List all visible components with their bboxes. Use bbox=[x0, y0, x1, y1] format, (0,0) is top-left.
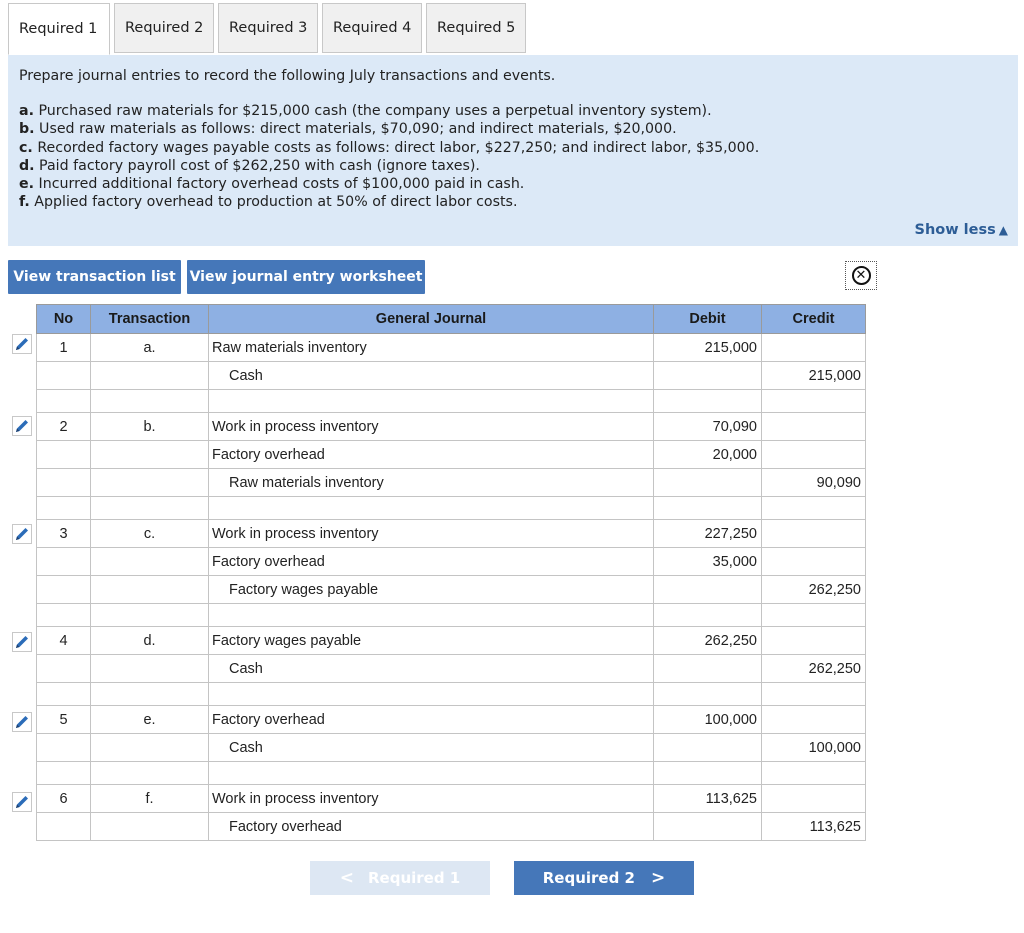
header-credit: Credit bbox=[762, 305, 866, 334]
spacer-cell bbox=[654, 390, 762, 413]
debit-cell[interactable] bbox=[654, 734, 762, 762]
spacer-cell bbox=[91, 497, 209, 520]
item-letter: b. bbox=[19, 121, 35, 138]
close-button[interactable] bbox=[845, 261, 877, 290]
entry-no-empty bbox=[37, 362, 91, 390]
item-letter: e. bbox=[19, 176, 35, 193]
table-header-row bbox=[37, 305, 866, 334]
entry-no-empty bbox=[37, 734, 91, 762]
account-cell[interactable]: Work in process inventory bbox=[209, 413, 654, 441]
previous-label: Required 1 bbox=[368, 869, 461, 887]
instructions-panel bbox=[8, 55, 1018, 246]
instruction-item-d bbox=[19, 157, 1018, 175]
table-row bbox=[37, 627, 866, 655]
table-row bbox=[37, 469, 866, 497]
table-row bbox=[37, 734, 866, 762]
next-required-button[interactable] bbox=[514, 861, 694, 895]
entry-no: 4 bbox=[37, 627, 91, 655]
edit-pencil-icon[interactable] bbox=[12, 712, 32, 732]
spacer-cell bbox=[654, 683, 762, 706]
view-journal-worksheet-button[interactable]: View journal entry worksheet bbox=[187, 260, 425, 294]
credit-cell[interactable] bbox=[762, 441, 866, 469]
debit-cell[interactable] bbox=[654, 655, 762, 683]
debit-cell[interactable] bbox=[654, 469, 762, 497]
show-less-label: Show less bbox=[914, 221, 996, 238]
spacer-cell bbox=[37, 604, 91, 627]
debit-cell[interactable] bbox=[654, 362, 762, 390]
table-row bbox=[37, 362, 866, 390]
spacer-cell bbox=[209, 683, 654, 706]
header-no: No bbox=[37, 305, 91, 334]
item-text: Paid factory payroll cost of $262,250 with cash (ignore taxes). bbox=[34, 157, 480, 174]
account-cell[interactable]: Cash bbox=[209, 734, 654, 762]
spacer-cell bbox=[209, 604, 654, 627]
table-row bbox=[37, 441, 866, 469]
debit-cell[interactable] bbox=[654, 576, 762, 604]
tab-required-5[interactable]: Required 5 bbox=[426, 3, 526, 53]
table-row bbox=[37, 576, 866, 604]
table-row bbox=[37, 548, 866, 576]
instruction-item-a bbox=[19, 102, 1018, 120]
header-debit: Debit bbox=[654, 305, 762, 334]
entry-transaction-empty bbox=[91, 655, 209, 683]
entry-transaction-empty bbox=[91, 469, 209, 497]
credit-cell[interactable]: 215,000 bbox=[762, 362, 866, 390]
item-text: Recorded factory wages payable costs as follows: direct labor, $227,250; and indirect labor, $35,000. bbox=[32, 139, 760, 156]
account-cell[interactable]: Factory wages payable bbox=[209, 627, 654, 655]
triangle-up-icon: ▲ bbox=[998, 222, 1008, 237]
entry-transaction-empty bbox=[91, 576, 209, 604]
next-label: Required 2 bbox=[542, 869, 635, 887]
account-cell[interactable]: Factory overhead bbox=[209, 706, 654, 734]
entry-transaction: b. bbox=[91, 413, 209, 441]
debit-cell[interactable]: 100,000 bbox=[654, 706, 762, 734]
credit-cell[interactable] bbox=[762, 627, 866, 655]
spacer-cell bbox=[654, 762, 762, 785]
edit-pencil-icon[interactable] bbox=[12, 334, 32, 354]
credit-cell[interactable]: 262,250 bbox=[762, 655, 866, 683]
spacer-cell bbox=[91, 762, 209, 785]
edit-pencil-icon[interactable] bbox=[12, 524, 32, 544]
table-row bbox=[37, 706, 866, 734]
spacer-cell bbox=[91, 683, 209, 706]
spacer-row bbox=[37, 390, 866, 413]
item-letter: d. bbox=[19, 157, 35, 174]
spacer-cell bbox=[37, 762, 91, 785]
table-row bbox=[37, 813, 866, 841]
entry-transaction: f. bbox=[91, 785, 209, 813]
spacer-cell bbox=[762, 762, 866, 785]
entry-no-empty bbox=[37, 548, 91, 576]
entry-transaction-empty bbox=[91, 548, 209, 576]
entry-no: 5 bbox=[37, 706, 91, 734]
instruction-item-b bbox=[19, 120, 1018, 138]
tab-bar bbox=[8, 3, 530, 55]
entry-no-empty bbox=[37, 469, 91, 497]
edit-pencil-icon[interactable] bbox=[12, 632, 32, 652]
spacer-cell bbox=[209, 497, 654, 520]
entry-no: 2 bbox=[37, 413, 91, 441]
credit-cell[interactable]: 262,250 bbox=[762, 576, 866, 604]
spacer-row bbox=[37, 497, 866, 520]
entry-no-empty bbox=[37, 655, 91, 683]
entry-transaction-empty bbox=[91, 813, 209, 841]
credit-cell[interactable]: 113,625 bbox=[762, 813, 866, 841]
spacer-cell bbox=[37, 390, 91, 413]
spacer-cell bbox=[209, 390, 654, 413]
credit-cell[interactable] bbox=[762, 706, 866, 734]
account-cell[interactable]: Factory overhead bbox=[209, 548, 654, 576]
item-text: Used raw materials as follows: direct materials, $70,090; and indirect materials, $20,000. bbox=[34, 121, 677, 138]
tab-required-2[interactable]: Required 2 bbox=[114, 3, 214, 53]
item-text: Incurred additional factory overhead costs of $100,000 paid in cash. bbox=[34, 176, 525, 193]
item-letter: c. bbox=[19, 139, 33, 156]
spacer-row bbox=[37, 683, 866, 706]
table-row bbox=[37, 334, 866, 362]
spacer-cell bbox=[91, 604, 209, 627]
spacer-row bbox=[37, 604, 866, 627]
header-general-journal: General Journal bbox=[209, 305, 654, 334]
previous-required-button bbox=[310, 861, 490, 895]
account-cell[interactable]: Factory wages payable bbox=[209, 576, 654, 604]
spacer-cell bbox=[654, 497, 762, 520]
spacer-cell bbox=[91, 390, 209, 413]
spacer-cell bbox=[654, 604, 762, 627]
spacer-row bbox=[37, 762, 866, 785]
entry-transaction: d. bbox=[91, 627, 209, 655]
entry-no-empty bbox=[37, 441, 91, 469]
spacer-cell bbox=[37, 497, 91, 520]
entry-transaction-empty bbox=[91, 362, 209, 390]
account-cell[interactable]: Cash bbox=[209, 655, 654, 683]
credit-cell[interactable] bbox=[762, 785, 866, 813]
debit-cell[interactable]: 113,625 bbox=[654, 785, 762, 813]
instruction-item-c bbox=[19, 139, 1018, 157]
item-text: Purchased raw materials for $215,000 cash (the company uses a perpetual inventory system). bbox=[33, 103, 712, 120]
entry-no-empty bbox=[37, 813, 91, 841]
account-cell[interactable]: Work in process inventory bbox=[209, 520, 654, 548]
view-transaction-list-button[interactable]: View transaction list bbox=[8, 260, 181, 294]
entry-transaction-empty bbox=[91, 734, 209, 762]
credit-cell[interactable] bbox=[762, 334, 866, 362]
entry-transaction-empty bbox=[91, 441, 209, 469]
instruction-item-e bbox=[19, 175, 1018, 193]
chevron-left-icon: < bbox=[339, 868, 354, 888]
debit-cell[interactable]: 35,000 bbox=[654, 548, 762, 576]
close-icon: ✕ bbox=[852, 266, 871, 285]
header-transaction: Transaction bbox=[91, 305, 209, 334]
table-row bbox=[37, 413, 866, 441]
show-less-link[interactable] bbox=[915, 221, 1008, 239]
table-row bbox=[37, 520, 866, 548]
credit-cell[interactable] bbox=[762, 548, 866, 576]
credit-cell[interactable] bbox=[762, 520, 866, 548]
debit-cell[interactable] bbox=[654, 813, 762, 841]
tab-required-1[interactable]: Required 1 bbox=[8, 3, 110, 55]
spacer-cell bbox=[762, 683, 866, 706]
credit-cell[interactable]: 100,000 bbox=[762, 734, 866, 762]
edit-pencil-icon[interactable] bbox=[12, 792, 32, 812]
account-cell[interactable]: Work in process inventory bbox=[209, 785, 654, 813]
spacer-cell bbox=[37, 683, 91, 706]
debit-cell[interactable]: 227,250 bbox=[654, 520, 762, 548]
debit-cell[interactable]: 20,000 bbox=[654, 441, 762, 469]
spacer-cell bbox=[209, 762, 654, 785]
entry-transaction: a. bbox=[91, 334, 209, 362]
entry-transaction: e. bbox=[91, 706, 209, 734]
edit-pencil-icon[interactable] bbox=[12, 416, 32, 436]
item-text: Applied factory overhead to production at 50% of direct labor costs. bbox=[29, 194, 518, 211]
instruction-item-f bbox=[19, 193, 1018, 211]
debit-cell[interactable]: 70,090 bbox=[654, 413, 762, 441]
account-cell[interactable]: Cash bbox=[209, 362, 654, 390]
entry-no-empty bbox=[37, 576, 91, 604]
credit-cell[interactable]: 90,090 bbox=[762, 469, 866, 497]
table-row bbox=[37, 785, 866, 813]
entry-no: 3 bbox=[37, 520, 91, 548]
table-row bbox=[37, 655, 866, 683]
spacer-cell bbox=[762, 390, 866, 413]
tab-required-4[interactable]: Required 4 bbox=[322, 3, 422, 53]
entry-no: 6 bbox=[37, 785, 91, 813]
chevron-right-icon: > bbox=[651, 868, 666, 888]
account-cell[interactable]: Raw materials inventory bbox=[209, 334, 654, 362]
item-letter: f. bbox=[19, 194, 30, 211]
spacer-cell bbox=[762, 604, 866, 627]
credit-cell[interactable] bbox=[762, 413, 866, 441]
account-cell[interactable]: Raw materials inventory bbox=[209, 469, 654, 497]
item-letter: a. bbox=[19, 103, 34, 120]
account-cell[interactable]: Factory overhead bbox=[209, 441, 654, 469]
debit-cell[interactable]: 262,250 bbox=[654, 627, 762, 655]
debit-cell[interactable]: 215,000 bbox=[654, 334, 762, 362]
general-journal-table bbox=[36, 304, 866, 841]
spacer-cell bbox=[762, 497, 866, 520]
account-cell[interactable]: Factory overhead bbox=[209, 813, 654, 841]
entry-transaction: c. bbox=[91, 520, 209, 548]
instructions-intro: Prepare journal entries to record the following July transactions and events. bbox=[19, 68, 556, 84]
tab-required-3[interactable]: Required 3 bbox=[218, 3, 318, 53]
entry-no: 1 bbox=[37, 334, 91, 362]
